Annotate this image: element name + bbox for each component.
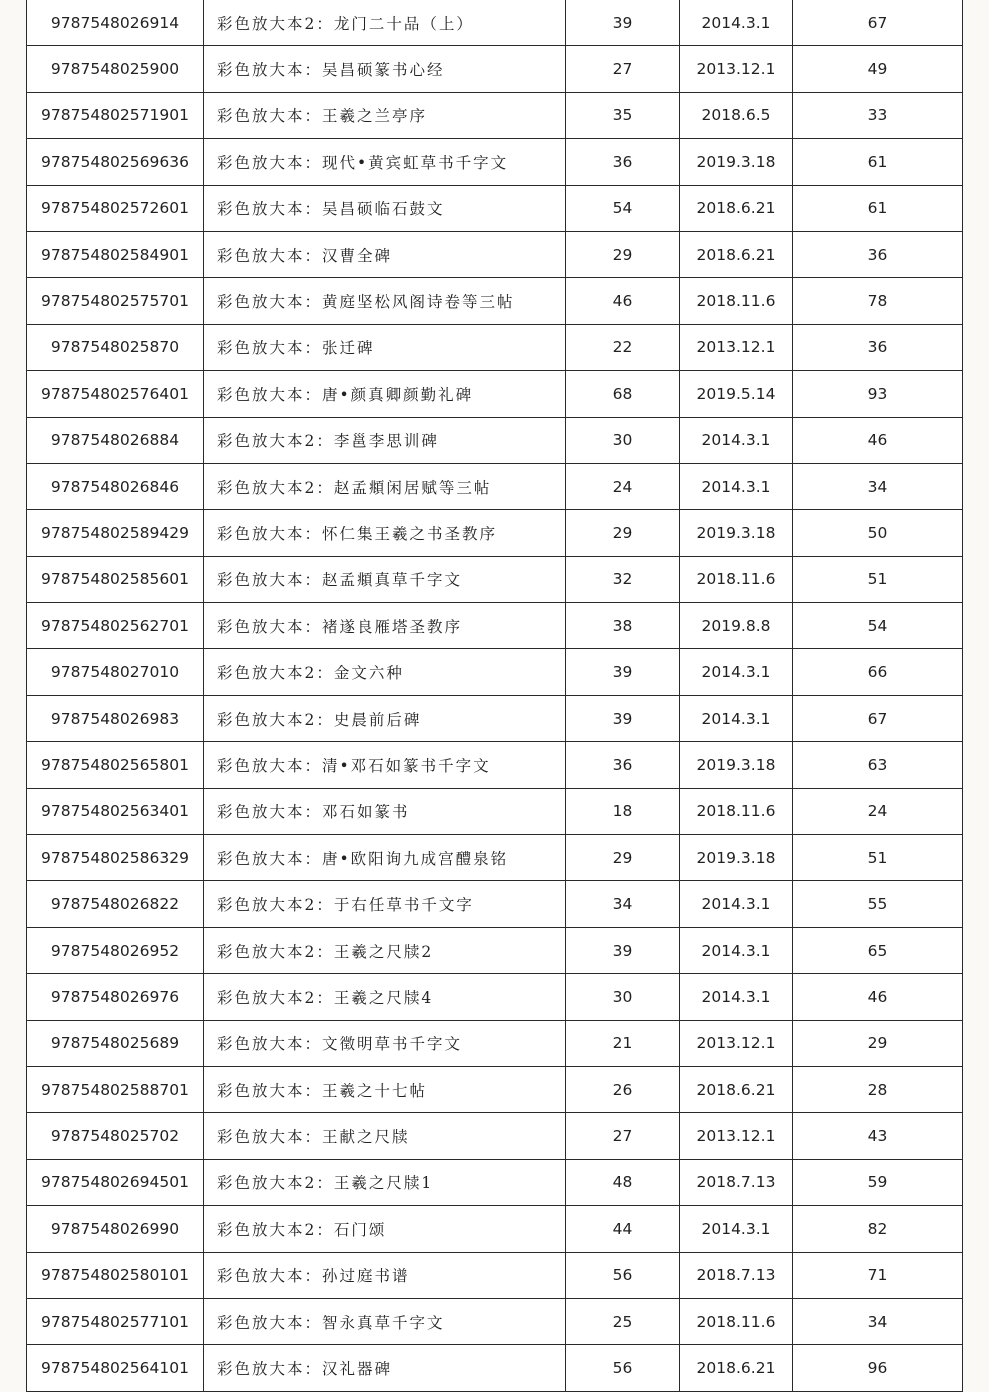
table-row <box>27 371 963 417</box>
book-table-body <box>27 0 963 1391</box>
pages-cell: 39 <box>566 0 680 46</box>
pages-cell: 34 <box>566 881 680 927</box>
price-cell: 67 <box>793 695 963 741</box>
table-row <box>27 46 963 92</box>
pages-cell: 46 <box>566 278 680 324</box>
price-cell: 34 <box>793 1298 963 1344</box>
title-cell: 彩色放大本2：龙门二十品（上） <box>204 0 566 46</box>
table-row <box>27 1113 963 1159</box>
table-row <box>27 788 963 834</box>
title-cell: 彩色放大本：褚遂良雁塔圣教序 <box>204 603 566 649</box>
table-row <box>27 649 963 695</box>
date-cell: 2019.8.8 <box>680 603 793 649</box>
title-cell: 彩色放大本：孙过庭书谱 <box>204 1252 566 1298</box>
pages-cell: 54 <box>566 185 680 231</box>
title-cell: 彩色放大本：清•邓石如篆书千字文 <box>204 742 566 788</box>
table-row <box>27 1066 963 1112</box>
title-cell: 彩色放大本2：王羲之尺牍2 <box>204 927 566 973</box>
title-cell: 彩色放大本：怀仁集王羲之书圣教序 <box>204 510 566 556</box>
date-cell: 2018.11.6 <box>680 556 793 602</box>
pages-cell: 44 <box>566 1206 680 1252</box>
pages-cell: 32 <box>566 556 680 602</box>
date-cell: 2018.7.13 <box>680 1159 793 1205</box>
pages-cell: 29 <box>566 835 680 881</box>
price-cell: 65 <box>793 927 963 973</box>
table-row <box>27 0 963 46</box>
pages-cell: 27 <box>566 46 680 92</box>
date-cell: 2018.6.21 <box>680 1066 793 1112</box>
isbn-cell: 9787548026914 <box>27 0 204 46</box>
price-cell: 51 <box>793 556 963 602</box>
isbn-cell: 978754802589429 <box>27 510 204 556</box>
price-cell: 67 <box>793 0 963 46</box>
isbn-cell: 978754802563401 <box>27 788 204 834</box>
price-cell: 96 <box>793 1345 963 1391</box>
date-cell: 2019.3.18 <box>680 139 793 185</box>
isbn-cell: 978754802577101 <box>27 1298 204 1344</box>
date-cell: 2014.3.1 <box>680 881 793 927</box>
pages-cell: 39 <box>566 649 680 695</box>
date-cell: 2019.3.18 <box>680 742 793 788</box>
table-row <box>27 881 963 927</box>
title-cell: 彩色放大本：唐•欧阳询九成宫醴泉铭 <box>204 835 566 881</box>
table-row <box>27 1020 963 1066</box>
pages-cell: 22 <box>566 324 680 370</box>
pages-cell: 18 <box>566 788 680 834</box>
pages-cell: 30 <box>566 417 680 463</box>
table-row <box>27 556 963 602</box>
price-cell: 54 <box>793 603 963 649</box>
pages-cell: 56 <box>566 1345 680 1391</box>
price-cell: 61 <box>793 139 963 185</box>
table-row <box>27 1345 963 1391</box>
price-cell: 28 <box>793 1066 963 1112</box>
date-cell: 2019.5.14 <box>680 371 793 417</box>
isbn-cell: 978754802564101 <box>27 1345 204 1391</box>
pages-cell: 24 <box>566 463 680 509</box>
table-row <box>27 1206 963 1252</box>
book-list-sheet <box>26 0 962 1392</box>
pages-cell: 39 <box>566 927 680 973</box>
price-cell: 63 <box>793 742 963 788</box>
pages-cell: 29 <box>566 231 680 277</box>
table-row <box>27 92 963 138</box>
pages-cell: 39 <box>566 695 680 741</box>
title-cell: 彩色放大本2：史晨前后碑 <box>204 695 566 741</box>
price-cell: 55 <box>793 881 963 927</box>
isbn-cell: 978754802562701 <box>27 603 204 649</box>
isbn-cell: 9787548027010 <box>27 649 204 695</box>
price-cell: 36 <box>793 324 963 370</box>
table-row <box>27 324 963 370</box>
title-cell: 彩色放大本：王羲之十七帖 <box>204 1066 566 1112</box>
title-cell: 彩色放大本：文徵明草书千字文 <box>204 1020 566 1066</box>
isbn-cell: 9787548026884 <box>27 417 204 463</box>
isbn-cell: 978754802586329 <box>27 835 204 881</box>
pages-cell: 29 <box>566 510 680 556</box>
table-row <box>27 1159 963 1205</box>
price-cell: 59 <box>793 1159 963 1205</box>
price-cell: 29 <box>793 1020 963 1066</box>
table-row <box>27 463 963 509</box>
date-cell: 2018.6.21 <box>680 185 793 231</box>
pages-cell: 21 <box>566 1020 680 1066</box>
title-cell: 彩色放大本：智永真草千字文 <box>204 1298 566 1344</box>
date-cell: 2014.3.1 <box>680 0 793 46</box>
title-cell: 彩色放大本2：金文六种 <box>204 649 566 695</box>
price-cell: 82 <box>793 1206 963 1252</box>
date-cell: 2018.11.6 <box>680 278 793 324</box>
title-cell: 彩色放大本：邓石如篆书 <box>204 788 566 834</box>
table-row <box>27 742 963 788</box>
isbn-cell: 9787548025870 <box>27 324 204 370</box>
date-cell: 2013.12.1 <box>680 1020 793 1066</box>
isbn-cell: 9787548025702 <box>27 1113 204 1159</box>
title-cell: 彩色放大本：黄庭坚松风阁诗卷等三帖 <box>204 278 566 324</box>
pages-cell: 56 <box>566 1252 680 1298</box>
pages-cell: 68 <box>566 371 680 417</box>
table-row <box>27 139 963 185</box>
date-cell: 2018.11.6 <box>680 1298 793 1344</box>
pages-cell: 30 <box>566 974 680 1020</box>
date-cell: 2014.3.1 <box>680 974 793 1020</box>
price-cell: 33 <box>793 92 963 138</box>
date-cell: 2018.6.21 <box>680 1345 793 1391</box>
date-cell: 2014.3.1 <box>680 417 793 463</box>
title-cell: 彩色放大本：张迁碑 <box>204 324 566 370</box>
price-cell: 46 <box>793 417 963 463</box>
title-cell: 彩色放大本：吴昌硕篆书心经 <box>204 46 566 92</box>
price-cell: 46 <box>793 974 963 1020</box>
date-cell: 2014.3.1 <box>680 649 793 695</box>
isbn-cell: 9787548025900 <box>27 46 204 92</box>
price-cell: 71 <box>793 1252 963 1298</box>
isbn-cell: 978754802575701 <box>27 278 204 324</box>
title-cell: 彩色放大本2：李邕李思训碑 <box>204 417 566 463</box>
table-row <box>27 835 963 881</box>
table-row <box>27 695 963 741</box>
date-cell: 2013.12.1 <box>680 46 793 92</box>
isbn-cell: 9787548026990 <box>27 1206 204 1252</box>
date-cell: 2013.12.1 <box>680 324 793 370</box>
table-row <box>27 603 963 649</box>
date-cell: 2019.3.18 <box>680 510 793 556</box>
isbn-cell: 978754802569636 <box>27 139 204 185</box>
date-cell: 2014.3.1 <box>680 463 793 509</box>
isbn-cell: 9787548026983 <box>27 695 204 741</box>
price-cell: 51 <box>793 835 963 881</box>
table-row <box>27 231 963 277</box>
pages-cell: 38 <box>566 603 680 649</box>
date-cell: 2019.3.18 <box>680 835 793 881</box>
table-row <box>27 278 963 324</box>
isbn-cell: 9787548026822 <box>27 881 204 927</box>
pages-cell: 27 <box>566 1113 680 1159</box>
title-cell: 彩色放大本：赵孟頫真草千字文 <box>204 556 566 602</box>
price-cell: 36 <box>793 231 963 277</box>
isbn-cell: 978754802565801 <box>27 742 204 788</box>
table-row <box>27 974 963 1020</box>
date-cell: 2014.3.1 <box>680 927 793 973</box>
price-cell: 50 <box>793 510 963 556</box>
title-cell: 彩色放大本2：王羲之尺牍1 <box>204 1159 566 1205</box>
price-cell: 49 <box>793 46 963 92</box>
pages-cell: 35 <box>566 92 680 138</box>
date-cell: 2014.3.1 <box>680 1206 793 1252</box>
isbn-cell: 978754802584901 <box>27 231 204 277</box>
isbn-cell: 9787548026846 <box>27 463 204 509</box>
title-cell: 彩色放大本2：王羲之尺牍4 <box>204 974 566 1020</box>
isbn-cell: 978754802588701 <box>27 1066 204 1112</box>
book-table <box>26 0 963 1392</box>
date-cell: 2018.11.6 <box>680 788 793 834</box>
isbn-cell: 978754802580101 <box>27 1252 204 1298</box>
price-cell: 78 <box>793 278 963 324</box>
table-row <box>27 1252 963 1298</box>
date-cell: 2018.6.21 <box>680 231 793 277</box>
isbn-cell: 978754802694501 <box>27 1159 204 1205</box>
title-cell: 彩色放大本：唐•颜真卿颜勤礼碑 <box>204 371 566 417</box>
isbn-cell: 978754802571901 <box>27 92 204 138</box>
price-cell: 43 <box>793 1113 963 1159</box>
pages-cell: 36 <box>566 139 680 185</box>
title-cell: 彩色放大本：现代•黄宾虹草书千字文 <box>204 139 566 185</box>
date-cell: 2013.12.1 <box>680 1113 793 1159</box>
price-cell: 24 <box>793 788 963 834</box>
date-cell: 2018.6.5 <box>680 92 793 138</box>
pages-cell: 36 <box>566 742 680 788</box>
table-row <box>27 510 963 556</box>
isbn-cell: 9787548026976 <box>27 974 204 1020</box>
table-row <box>27 927 963 973</box>
title-cell: 彩色放大本2：于右任草书千文字 <box>204 881 566 927</box>
title-cell: 彩色放大本：汉曹全碑 <box>204 231 566 277</box>
table-row <box>27 185 963 231</box>
table-row <box>27 1298 963 1344</box>
title-cell: 彩色放大本：王羲之兰亭序 <box>204 92 566 138</box>
pages-cell: 25 <box>566 1298 680 1344</box>
date-cell: 2014.3.1 <box>680 695 793 741</box>
title-cell: 彩色放大本2：石门颂 <box>204 1206 566 1252</box>
price-cell: 93 <box>793 371 963 417</box>
isbn-cell: 9787548025689 <box>27 1020 204 1066</box>
title-cell: 彩色放大本：汉礼器碑 <box>204 1345 566 1391</box>
isbn-cell: 978754802585601 <box>27 556 204 602</box>
date-cell: 2018.7.13 <box>680 1252 793 1298</box>
price-cell: 34 <box>793 463 963 509</box>
price-cell: 66 <box>793 649 963 695</box>
table-row <box>27 417 963 463</box>
isbn-cell: 978754802572601 <box>27 185 204 231</box>
title-cell: 彩色放大本：吴昌硕临石鼓文 <box>204 185 566 231</box>
pages-cell: 48 <box>566 1159 680 1205</box>
pages-cell: 26 <box>566 1066 680 1112</box>
isbn-cell: 9787548026952 <box>27 927 204 973</box>
title-cell: 彩色放大本：王献之尺牍 <box>204 1113 566 1159</box>
price-cell: 61 <box>793 185 963 231</box>
title-cell: 彩色放大本2：赵孟頫闲居赋等三帖 <box>204 463 566 509</box>
isbn-cell: 978754802576401 <box>27 371 204 417</box>
